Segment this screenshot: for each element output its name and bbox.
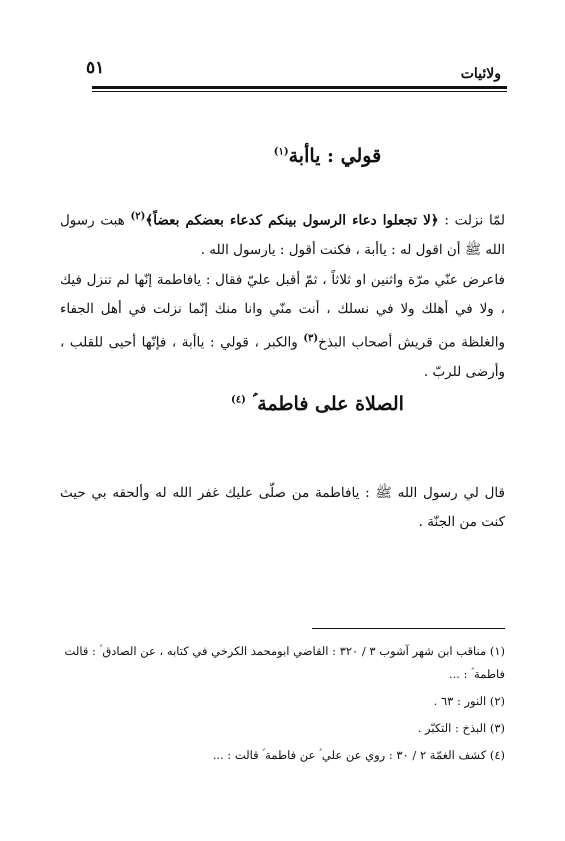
quranic-quote: ﴿لا تجعلوا دعاء الرسول بينكم كدعاء بعضكم بعضاً﴾	[145, 212, 439, 229]
footnote-1: (١) مناقب ابن شهر آشوب ٣ / ٣٢٠ : القاضي ابومحمد الكرخي في كتابه ، عن الصادق ؑ : قالت فاطمة ؑ : ...	[64, 644, 505, 681]
paragraph-text: فاعرض عنّي مرّة واثنين او ثلاثاً ، ثمّ أقبل عليّ فقال : يافاطمة إنّها لم تنزل فيك ، ولا في أهلك ولا في نسلك ، أنت منّي وانا منك إنّما نزلت في أهل الجفاء والغلظة من قريش أصحاب البذخ	[60, 272, 505, 351]
running-title: ولائيات	[460, 66, 501, 82]
footnote-ref: (١)	[273, 146, 289, 158]
footnote-3: (٣) البذخ : التكبّر .	[417, 721, 505, 735]
header-rule-thick	[92, 86, 507, 89]
section-title-salat-fatima	[160, 393, 475, 415]
page-number: ٥١	[86, 58, 105, 78]
paragraph-text-continued: والكبر ، قولي : ياأبة ، فإنّها أحيى للقلب ، وأرضى للربّ .	[60, 334, 505, 380]
section-title-text: قولي : ياأبة	[288, 145, 382, 167]
paragraph-prophet-reply	[60, 266, 505, 387]
paragraph-revelation	[60, 202, 505, 265]
footnote-ref: (٣)	[303, 333, 319, 344]
page-header	[72, 58, 505, 84]
footnotes	[60, 640, 505, 771]
footnote-separator	[312, 628, 505, 629]
paragraph-salat: قال لي رسول الله ﷺ : يافاطمة من صلّى عليك غفر الله له وألحقه بي حيث كنت من الجنّة .	[60, 485, 505, 530]
header-rule-thin	[92, 91, 507, 92]
section-title-qawli-ya-abah	[180, 145, 475, 167]
paragraph-intro: لمّا نزلت :	[438, 212, 505, 229]
footnote-ref: (٤)	[231, 394, 246, 406]
footnote-2: (٢) النور : ٦٣ .	[433, 694, 505, 708]
footnote-4: (٤) كشف الغمّة ٢ / ٣٠ : روي عن علي ؑ عن فاطمة ؑ قالت : ...	[212, 748, 505, 762]
footnote-ref: (٢)	[130, 211, 146, 222]
section-title-text: الصلاة على فاطمة ؑ	[252, 393, 404, 415]
paragraph-rest: هبت رسول الله ﷺ أن اقول له : ياأبة ، فكنت أقول : يارسول الله .	[60, 212, 505, 258]
